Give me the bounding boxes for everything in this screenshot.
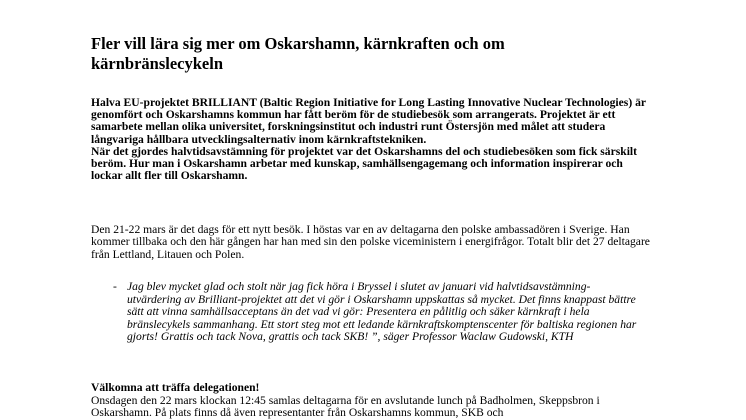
document-title: Fler vill lära sig mer om Oskarshamn, kärnkraften och om kärnbränslecykeln (91, 34, 505, 73)
welcome-heading: Välkomna att träffa delegationen! (91, 381, 260, 394)
welcome-paragraph: Onsdagen den 22 mars klockan 12:45 samlas deltagarna för en avslutande lunch på Badholmen, Skeppsbron i Oskarshamn. På plats finns då även representanter från Oskarshamns kommun, SKB och (91, 394, 600, 420)
lead-section (91, 97, 651, 182)
quote-text: Jag blev mycket glad och stolt när jag fick höra i Bryssel i slutet av januari vid halvtidsavstämning-utvärdering av Brilliant-projektet att det vi gör i Oskarshamn uppskattas så mycket. Det finns knappast bättre sätt att vinna samhällsacceptans än det vad vi gör: Presentera en pålitlig och säker kärnkraft i hela bränslecykels sammanhang. Ett stort steg mot ett ledande kärnkraftskomptenscenter för baltiska regionen har gjorts! Grattis och tack Nova, grattis och tack SKB! ”, säger Professor Waclaw Gudowski, KTH (127, 280, 637, 344)
lead-paragraph-2: När det gjordes halvtidsavstämning för projektet var det Oskarshamns del och studiebesöken som fick särskilt beröm. Hur man i Oskarshamn arbetar med kunskap, samhällsengagemang och information inspirerar och lockar allt fler till Oskarshamn. (91, 144, 638, 183)
body-paragraph: Den 21-22 mars är det dags för ett nytt besök. I höstas var en av deltagarna den polske ambassadören i Sverige. Han kommer tillbaka och den här gången har han med sin den polske viceministern i energifrågor. Totalt blir det 27 deltagare från Lettland, Litauen och Polen. (91, 223, 650, 261)
lead-paragraph-1: Halva EU-projektet BRILLIANT (Baltic Region Initiative for Long Lasting Innovative Nuclear Technologies) är genomfört och Oskarshamns kommun har fått beröm för de studiebesök som arrangerats. Projektet är ett samarbete mellan olika universitet, forskningsinstitut och industri runt Östersjön med målet att studera långvariga hållbara utvecklingsalternativ inom kärnkraftstekniken. (91, 96, 646, 146)
list-dash: - (113, 280, 117, 293)
